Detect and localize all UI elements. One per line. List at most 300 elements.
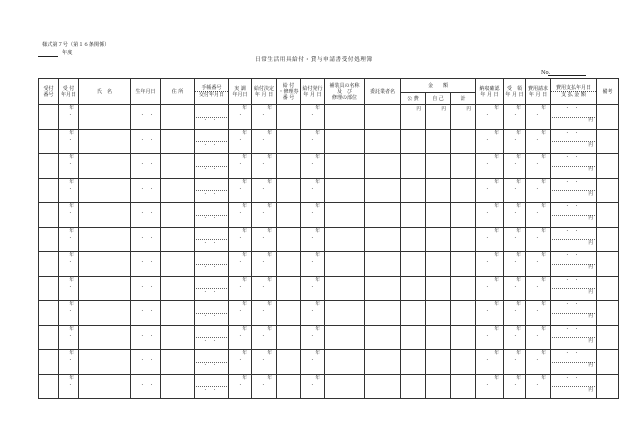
cell-name[interactable]: [79, 129, 131, 154]
cell-certificate-no[interactable]: [277, 203, 301, 228]
cell-accept-date[interactable]: [504, 301, 526, 326]
cell-address[interactable]: [161, 325, 195, 350]
cell-vendor[interactable]: [365, 227, 401, 252]
cell-amount-total[interactable]: [451, 178, 476, 203]
date-dots: ・ ・: [140, 284, 154, 290]
cell-payment[interactable]: [551, 252, 597, 277]
header-issue-line2: 年 月 日: [303, 91, 322, 98]
header-certificate: [277, 79, 301, 105]
cell-survey-date[interactable]: [229, 325, 252, 350]
header-address: [161, 79, 195, 105]
cell-remarks[interactable]: [597, 105, 619, 130]
cell-amount-total[interactable]: [451, 325, 476, 350]
cell-receipt-no[interactable]: [39, 374, 59, 399]
cell-receipt-confirm-date[interactable]: [476, 301, 504, 326]
cell-name[interactable]: [79, 350, 131, 375]
date-dots: ・ ・: [565, 277, 579, 283]
cell-vendor[interactable]: [365, 178, 401, 203]
cell-bill-date[interactable]: [526, 203, 551, 228]
cell-birth-date[interactable]: [131, 227, 161, 252]
cell-receipt-confirm-date[interactable]: [476, 350, 504, 375]
cell-name[interactable]: [79, 301, 131, 326]
cell-amount-public[interactable]: [401, 350, 426, 375]
cell-amount-public[interactable]: [401, 105, 426, 130]
cell-handbook[interactable]: [195, 350, 229, 375]
cell-accept-date[interactable]: [504, 276, 526, 301]
year-mark: 年: [69, 253, 74, 258]
cell-birth-date[interactable]: [131, 350, 161, 375]
cell-name[interactable]: [79, 154, 131, 179]
cell-handbook[interactable]: [195, 252, 229, 277]
cell-payment[interactable]: [551, 129, 597, 154]
cell-receipt-confirm-date[interactable]: [476, 129, 504, 154]
year-mark: 年: [69, 228, 74, 234]
cell-accept-date[interactable]: [504, 252, 526, 277]
cell-certificate-no[interactable]: [277, 374, 301, 399]
cell-decision-date[interactable]: [252, 129, 277, 154]
cell-amount-public[interactable]: [401, 252, 426, 277]
cell-certificate-no[interactable]: [277, 154, 301, 179]
cell-decision-date[interactable]: [252, 227, 277, 252]
cell-amount-public[interactable]: [401, 154, 426, 179]
cell-amount-self[interactable]: [426, 154, 451, 179]
cell-decision-date[interactable]: [252, 105, 277, 130]
cell-receipt-date[interactable]: [59, 178, 79, 203]
cell-survey-date[interactable]: [229, 203, 252, 228]
cell-survey-date[interactable]: [229, 350, 252, 375]
cell-decision-date[interactable]: [252, 350, 277, 375]
cell-receipt-no[interactable]: [39, 325, 59, 350]
cell-issue-date[interactable]: [301, 129, 325, 154]
cell-payment[interactable]: [551, 301, 597, 326]
cell-certificate-no[interactable]: [277, 252, 301, 277]
cell-decision-date[interactable]: [252, 374, 277, 399]
dot-mark: ・: [513, 284, 518, 290]
cell-vendor[interactable]: [365, 301, 401, 326]
cell-amount-public[interactable]: [401, 325, 426, 350]
cell-item[interactable]: [325, 350, 365, 375]
cell-item[interactable]: [325, 276, 365, 301]
fiscal-year-label: 年度: [62, 50, 73, 56]
dot-mark: ・: [485, 333, 490, 339]
cell-survey-date[interactable]: [229, 178, 252, 203]
cell-remarks[interactable]: [597, 154, 619, 179]
cell-remarks[interactable]: [597, 252, 619, 277]
dot-mark: ・: [68, 309, 73, 314]
cell-payment[interactable]: [551, 203, 597, 228]
cell-bill-date[interactable]: [526, 129, 551, 154]
dot-mark: ・: [68, 382, 73, 388]
cell-amount-self[interactable]: [426, 227, 451, 252]
cell-remarks[interactable]: [597, 350, 619, 375]
cell-receipt-no[interactable]: [39, 154, 59, 179]
dot-mark: ・: [261, 211, 266, 216]
cell-decision-date[interactable]: [252, 178, 277, 203]
cell-receipt-date[interactable]: [59, 252, 79, 277]
number-blank[interactable]: [548, 75, 586, 76]
cell-item[interactable]: [325, 301, 365, 326]
cell-handbook[interactable]: [195, 227, 229, 252]
cell-survey-date[interactable]: [229, 129, 252, 154]
year-mark: 年: [267, 302, 272, 307]
cell-birth-date[interactable]: [131, 374, 161, 399]
cell-survey-date[interactable]: [229, 374, 252, 399]
cell-handbook[interactable]: [195, 374, 229, 399]
cell-name[interactable]: [79, 227, 131, 252]
cell-receipt-confirm-date[interactable]: [476, 105, 504, 130]
year-mark: 年: [494, 375, 500, 381]
cell-payment[interactable]: [551, 374, 597, 399]
cell-remarks[interactable]: [597, 374, 619, 399]
cell-birth-date[interactable]: [131, 105, 161, 130]
cell-receipt-confirm-date[interactable]: [476, 325, 504, 350]
cell-amount-total[interactable]: [451, 301, 476, 326]
cell-receipt-confirm-date[interactable]: [476, 227, 504, 252]
cell-receipt-confirm-date[interactable]: [476, 252, 504, 277]
cell-vendor[interactable]: [365, 129, 401, 154]
cell-address[interactable]: [161, 350, 195, 375]
cell-survey-date[interactable]: [229, 301, 252, 326]
cell-handbook[interactable]: [195, 325, 229, 350]
cell-vendor[interactable]: [365, 374, 401, 399]
cell-issue-date[interactable]: [301, 350, 325, 375]
header-survey-line1: 実 調: [234, 85, 246, 92]
year-mark: 年: [242, 351, 247, 356]
cell-amount-self[interactable]: [426, 178, 451, 203]
cell-certificate-no[interactable]: [277, 129, 301, 154]
cell-issue-date[interactable]: [301, 154, 325, 179]
cell-receipt-no[interactable]: [39, 203, 59, 228]
cell-vendor[interactable]: [365, 276, 401, 301]
year-mark: 年: [494, 351, 500, 356]
cell-receipt-confirm-date[interactable]: [476, 154, 504, 179]
cell-payment[interactable]: [551, 154, 597, 179]
table-row: [39, 203, 619, 228]
cell-certificate-no[interactable]: [277, 276, 301, 301]
cell-vendor[interactable]: [365, 203, 401, 228]
cell-item[interactable]: [325, 203, 365, 228]
cell-handbook[interactable]: [195, 105, 229, 130]
cell-receipt-no[interactable]: [39, 276, 59, 301]
cell-receipt-no[interactable]: [39, 227, 59, 252]
cell-amount-self[interactable]: [426, 105, 451, 130]
cell-name[interactable]: [79, 374, 131, 399]
cell-name[interactable]: [79, 203, 131, 228]
cell-birth-date[interactable]: [131, 154, 161, 179]
dot-mark: ・: [310, 382, 315, 388]
cell-amount-total[interactable]: [451, 154, 476, 179]
cell-bill-date[interactable]: [526, 252, 551, 277]
cell-birth-date[interactable]: [131, 276, 161, 301]
cell-amount-total[interactable]: [451, 227, 476, 252]
cell-bill-date[interactable]: [526, 105, 551, 130]
cell-receipt-date[interactable]: [59, 276, 79, 301]
cell-address[interactable]: [161, 178, 195, 203]
ledger-body: [39, 105, 619, 399]
cell-payment[interactable]: [551, 178, 597, 203]
header-receipt-confirm-line2: 年 月 日: [480, 91, 499, 98]
cell-receipt-no[interactable]: [39, 301, 59, 326]
cell-issue-date[interactable]: [301, 325, 325, 350]
cell-amount-public[interactable]: [401, 129, 426, 154]
cell-birth-date[interactable]: [131, 178, 161, 203]
cell-receipt-date[interactable]: [59, 154, 79, 179]
cell-address[interactable]: [161, 252, 195, 277]
yen-mark: 円: [588, 191, 594, 197]
cell-issue-date[interactable]: [301, 203, 325, 228]
cell-remarks[interactable]: [597, 203, 619, 228]
cell-receipt-confirm-date[interactable]: [476, 276, 504, 301]
cell-amount-self[interactable]: [426, 350, 451, 375]
cell-issue-date[interactable]: [301, 374, 325, 399]
cell-remarks[interactable]: [597, 276, 619, 301]
cell-amount-public[interactable]: [401, 203, 426, 228]
cell-item[interactable]: [325, 325, 365, 350]
cell-certificate-no[interactable]: [277, 178, 301, 203]
cell-amount-self[interactable]: [426, 252, 451, 277]
cell-issue-date[interactable]: [301, 227, 325, 252]
cell-bill-date[interactable]: [526, 227, 551, 252]
cell-name[interactable]: [79, 105, 131, 130]
cell-amount-public[interactable]: [401, 276, 426, 301]
cell-vendor[interactable]: [365, 105, 401, 130]
yen-mark: 円: [588, 387, 594, 393]
cell-item[interactable]: [325, 227, 365, 252]
cell-certificate-no[interactable]: [277, 227, 301, 252]
cell-receipt-no[interactable]: [39, 178, 59, 203]
cell-accept-date[interactable]: [504, 129, 526, 154]
cell-accept-date[interactable]: [504, 178, 526, 203]
year-mark: 年: [541, 228, 547, 234]
dot-mark: ・: [535, 211, 540, 216]
cell-item[interactable]: [325, 105, 365, 130]
cell-amount-public[interactable]: [401, 301, 426, 326]
cell-amount-self[interactable]: [426, 301, 451, 326]
cell-issue-date[interactable]: [301, 105, 325, 130]
cell-remarks[interactable]: [597, 227, 619, 252]
cell-accept-date[interactable]: [504, 227, 526, 252]
cell-survey-date[interactable]: [229, 105, 252, 130]
cell-accept-date[interactable]: [504, 350, 526, 375]
cell-vendor[interactable]: [365, 350, 401, 375]
cell-address[interactable]: [161, 276, 195, 301]
cell-accept-date[interactable]: [504, 203, 526, 228]
cell-decision-date[interactable]: [252, 154, 277, 179]
year-mark: 年: [516, 228, 522, 234]
cell-address[interactable]: [161, 129, 195, 154]
cell-amount-total[interactable]: [451, 350, 476, 375]
cell-remarks[interactable]: [597, 301, 619, 326]
cell-receipt-no[interactable]: [39, 252, 59, 277]
cell-decision-date[interactable]: [252, 276, 277, 301]
cell-amount-total[interactable]: [451, 105, 476, 130]
cell-receipt-date[interactable]: [59, 227, 79, 252]
cell-payment[interactable]: [551, 105, 597, 130]
cell-amount-public[interactable]: [401, 374, 426, 399]
cell-vendor[interactable]: [365, 325, 401, 350]
cell-receipt-confirm-date[interactable]: [476, 178, 504, 203]
cell-amount-total[interactable]: [451, 374, 476, 399]
table-row: [39, 350, 619, 375]
cell-receipt-date[interactable]: [59, 203, 79, 228]
cell-amount-self[interactable]: [426, 325, 451, 350]
year-mark: 年: [516, 375, 522, 381]
cell-bill-date[interactable]: [526, 350, 551, 375]
year-mark: 年: [494, 326, 500, 332]
cell-accept-date[interactable]: [504, 374, 526, 399]
cell-issue-date[interactable]: [301, 178, 325, 203]
cell-address[interactable]: [161, 203, 195, 228]
cell-survey-date[interactable]: [229, 276, 252, 301]
cell-amount-self[interactable]: [426, 374, 451, 399]
cell-handbook[interactable]: [195, 129, 229, 154]
cell-receipt-confirm-date[interactable]: [476, 203, 504, 228]
dot-mark: ・: [261, 358, 266, 363]
cell-address[interactable]: [161, 227, 195, 252]
cell-bill-date[interactable]: [526, 276, 551, 301]
year-mark: 年: [315, 228, 320, 234]
cell-item[interactable]: [325, 178, 365, 203]
cell-remarks[interactable]: [597, 178, 619, 203]
year-mark: 年: [242, 228, 247, 234]
cell-decision-date[interactable]: [252, 325, 277, 350]
header-vendor-label: 委託業者名: [369, 88, 395, 95]
cell-birth-date[interactable]: [131, 203, 161, 228]
cell-issue-date[interactable]: [301, 276, 325, 301]
cell-vendor[interactable]: [365, 154, 401, 179]
dot-mark: ・: [238, 113, 243, 118]
cell-name[interactable]: [79, 325, 131, 350]
cell-receipt-date[interactable]: [59, 325, 79, 350]
yen-mark: 円: [466, 107, 472, 112]
cell-receipt-date[interactable]: [59, 350, 79, 375]
dot-mark: ・: [485, 309, 490, 314]
cell-payment[interactable]: [551, 350, 597, 375]
cell-survey-date[interactable]: [229, 154, 252, 179]
cell-payment[interactable]: [551, 325, 597, 350]
cell-birth-date[interactable]: [131, 252, 161, 277]
dot-mark: ・: [261, 162, 266, 167]
fiscal-year-blank[interactable]: [38, 56, 58, 57]
cell-issue-date[interactable]: [301, 252, 325, 277]
cell-amount-self[interactable]: [426, 129, 451, 154]
cell-amount-self[interactable]: [426, 276, 451, 301]
date-dots: ・ ・: [203, 142, 217, 148]
cell-bill-date[interactable]: [526, 301, 551, 326]
year-mark: 年: [267, 179, 272, 185]
cell-issue-date[interactable]: [301, 301, 325, 326]
cell-survey-date[interactable]: [229, 227, 252, 252]
year-mark: 年: [494, 302, 500, 307]
header-handbook-line1: 手帳番号: [195, 85, 228, 92]
cell-certificate-no[interactable]: [277, 105, 301, 130]
cell-handbook[interactable]: [195, 301, 229, 326]
cell-handbook[interactable]: [195, 154, 229, 179]
dot-mark: ・: [310, 235, 315, 241]
cell-certificate-no[interactable]: [277, 301, 301, 326]
cell-handbook[interactable]: [195, 203, 229, 228]
cell-amount-self[interactable]: [426, 203, 451, 228]
cell-amount-total[interactable]: [451, 129, 476, 154]
year-mark: 年: [242, 302, 247, 307]
cell-address[interactable]: [161, 154, 195, 179]
year-mark: 年: [242, 277, 247, 283]
cell-receipt-no[interactable]: [39, 129, 59, 154]
cell-address[interactable]: [161, 105, 195, 130]
cell-name[interactable]: [79, 252, 131, 277]
cell-address[interactable]: [161, 301, 195, 326]
cell-remarks[interactable]: [597, 325, 619, 350]
cell-name[interactable]: [79, 276, 131, 301]
dot-mark: ・: [485, 113, 490, 118]
cell-handbook[interactable]: [195, 276, 229, 301]
cell-item[interactable]: [325, 154, 365, 179]
cell-amount-total[interactable]: [451, 203, 476, 228]
year-mark: 年: [315, 253, 320, 258]
dot-mark: ・: [485, 235, 490, 241]
cell-receipt-date[interactable]: [59, 129, 79, 154]
cell-bill-date[interactable]: [526, 374, 551, 399]
cell-item[interactable]: [325, 252, 365, 277]
cell-receipt-date[interactable]: [59, 301, 79, 326]
dot-mark: ・: [485, 284, 490, 290]
header-decision: [252, 79, 277, 105]
cell-receipt-date[interactable]: [59, 374, 79, 399]
cell-certificate-no[interactable]: [277, 325, 301, 350]
cell-survey-date[interactable]: [229, 252, 252, 277]
cell-decision-date[interactable]: [252, 301, 277, 326]
cell-amount-public[interactable]: [401, 227, 426, 252]
cell-birth-date[interactable]: [131, 301, 161, 326]
cell-bill-date[interactable]: [526, 154, 551, 179]
cell-vendor[interactable]: [365, 252, 401, 277]
yen-mark: 円: [588, 240, 594, 246]
cell-name[interactable]: [79, 178, 131, 203]
cell-amount-public[interactable]: [401, 178, 426, 203]
date-dots: ・ ・: [565, 106, 579, 111]
year-mark: 年: [69, 179, 74, 185]
cell-handbook[interactable]: [195, 178, 229, 203]
table-row: [39, 374, 619, 399]
cell-receipt-date[interactable]: [59, 105, 79, 130]
year-mark: 年: [242, 155, 247, 160]
cell-item[interactable]: [325, 129, 365, 154]
dot-mark: ・: [68, 333, 73, 339]
cell-certificate-no[interactable]: [277, 350, 301, 375]
cell-receipt-no[interactable]: [39, 105, 59, 130]
cell-payment[interactable]: [551, 227, 597, 252]
year-mark: 年: [315, 326, 320, 332]
cell-amount-total[interactable]: [451, 276, 476, 301]
cell-birth-date[interactable]: [131, 129, 161, 154]
cell-item[interactable]: [325, 374, 365, 399]
cell-remarks[interactable]: [597, 129, 619, 154]
cell-decision-date[interactable]: [252, 203, 277, 228]
cell-decision-date[interactable]: [252, 252, 277, 277]
cell-receipt-no[interactable]: [39, 350, 59, 375]
cell-accept-date[interactable]: [504, 105, 526, 130]
cell-accept-date[interactable]: [504, 325, 526, 350]
cell-address[interactable]: [161, 374, 195, 399]
cell-payment[interactable]: [551, 276, 597, 301]
cell-accept-date[interactable]: [504, 154, 526, 179]
cell-receipt-confirm-date[interactable]: [476, 374, 504, 399]
cell-birth-date[interactable]: [131, 325, 161, 350]
cell-bill-date[interactable]: [526, 178, 551, 203]
cell-amount-total[interactable]: [451, 252, 476, 277]
cell-bill-date[interactable]: [526, 325, 551, 350]
year-mark: 年: [516, 155, 522, 160]
